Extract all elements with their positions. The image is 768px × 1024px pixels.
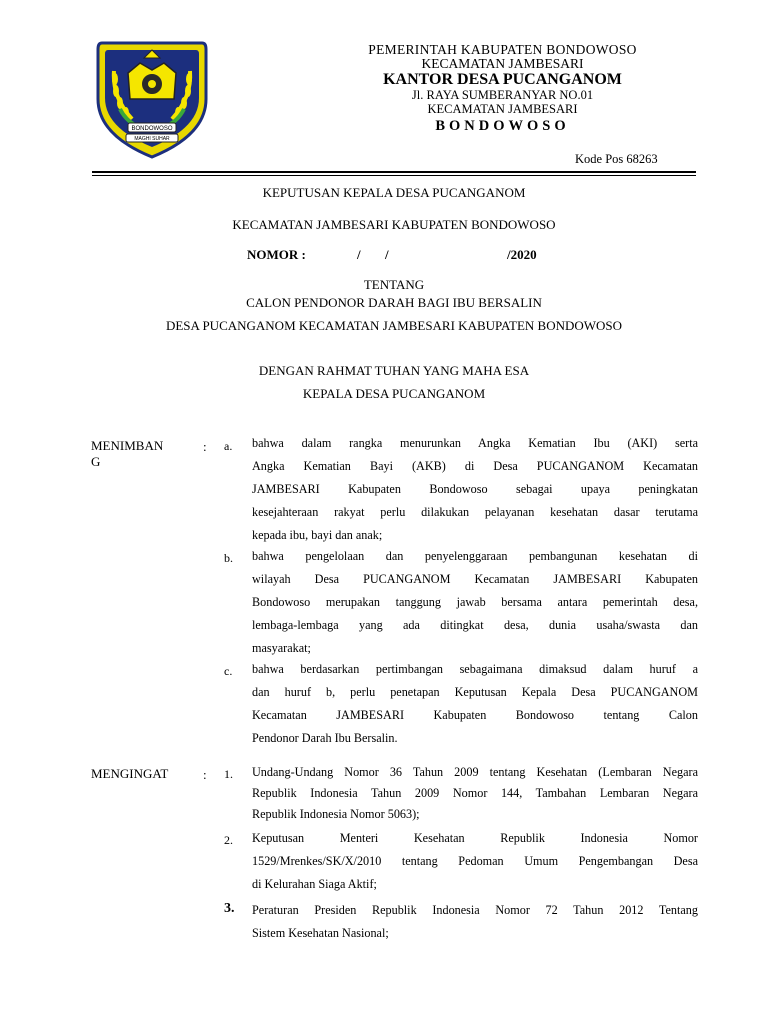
menimbang-a-line-3: JAMBESARI Kabupaten Bondowoso sebagai upaya peningkatan [252,482,698,496]
rahmat-heading: DENGAN RAHMAT TUHAN YANG MAHA ESA [258,363,530,378]
mengingat-marker-1: 1. [224,767,233,781]
mengingat-label: MENGINGAT [91,766,169,781]
mengingat-marker-2: 2. [224,833,233,847]
menimbang-b-line-3: Bondowoso merupakan tanggung jawab bersama antara pemerintah desa, [252,595,698,609]
menimbang-a-line-4: kesejahteraan rakyat perlu dilakukan pelayanan kesehatan dasar terutama [252,505,698,519]
logo-banner-top-text: BONDOWOSO [131,126,173,132]
logo-banner-bottom-text: MAGHI SUHAR [134,136,170,142]
menimbang-item-c [252,658,698,750]
bondowoso-coat-of-arms-logo [88,37,216,161]
menimbang-colon: : [203,439,207,454]
postal-code: Kode Pos 68263 [575,152,658,166]
menimbang-b-line-5: masyarakat; [252,641,311,655]
menimbang-b-line-1: bahwa pengelolaan dan penyelenggaraan pembangunan kesehatan di [252,549,698,563]
nomor-label: NOMOR : [247,247,306,262]
menimbang-marker-b: b. [224,551,233,565]
letterhead-regency: BONDOWOSO [435,118,570,134]
menimbang-item-b [252,545,698,660]
decree-subject: CALON PENDONOR DARAH BAGI IBU BERSALIN [246,295,542,310]
menimbang-item-a [252,432,698,547]
mengingat-2-line-2: 1529/Mrenkes/SK/X/2010 tentang Pedoman Umum Pengembangan Desa [252,854,698,868]
mengingat-item-2 [252,827,698,896]
menimbang-b-line-2: wilayah Desa PUCANGANOM Kecamatan JAMBESARI Kabupaten [252,572,698,586]
mengingat-1-line-2: Republik Indonesia Tahun 2009 Nomor 144, Tambahan Lembaran Negara [252,786,698,800]
mengingat-item-3 [252,899,698,945]
mengingat-1-line-1: Undang-Undang Nomor 36 Tahun 2009 tentang Kesehatan (Lembaran Negara [252,765,698,779]
mengingat-2-line-1: Keputusan Menteri Kesehatan Republik Indonesia Nomor [252,831,698,845]
letterhead-address: Jl. RAYA SUMBERANYAR NO.01 [411,88,594,102]
menimbang-a-line-1: bahwa dalam rangka menurunkan Angka Kematian Ibu (AKI) serta [252,436,698,450]
letterhead-office-name: KANTOR DESA PUCANGANOM [383,71,622,88]
menimbang-c-line-2: dan huruf b, perlu penetapan Keputusan Kepala Desa PUCANGANOM [252,685,698,699]
menimbang-marker-a: a. [224,439,233,453]
decree-title: KEPUTUSAN KEPALA DESA PUCANGANOM [262,185,526,200]
menimbang-a-line-2: Angka Kematian Bayi (AKB) di Desa PUCANGANOM Kecamatan [252,459,698,473]
menimbang-b-line-4: lembaga-lembaga yang ada ditingkat desa, dunia usaha/swasta dan [252,618,698,632]
menimbang-c-line-3: Kecamatan JAMBESARI Kabupaten Bondowoso tentang Calon [252,708,698,722]
nomor-slash-1: / [357,247,361,262]
menimbang-marker-c: c. [224,664,233,678]
nomor-year: /2020 [507,247,537,262]
decree-title-region: KECAMATAN JAMBESARI KABUPATEN BONDOWOSO [232,217,556,232]
letterhead-divider-thick [92,171,696,173]
mengingat-3-line-2: Sistem Kesehatan Nasional; [252,926,389,940]
menimbang-label [91,438,163,471]
decree-subject-region: DESA PUCANGANOM KECAMATAN JAMBESARI KABUPATEN BONDOWOSO [165,318,623,333]
mengingat-2-line-3: di Kelurahan Siaga Aktif; [252,877,377,891]
letterhead-line-2: KECAMATAN JAMBESARI [421,56,584,71]
menimbang-label-line-1: MENIMBAN [91,438,164,453]
tentang-heading: TENTANG [363,277,425,292]
mengingat-1-line-3: Republik Indonesia Nomor 5063); [252,807,420,821]
mengingat-item-1 [252,762,698,825]
menimbang-label-line-2: G [91,454,101,470]
letterhead-district: KECAMATAN JAMBESARI [427,102,578,116]
letterhead-line-1: PEMERINTAH KABUPATEN BONDOWOSO [368,42,637,57]
kepala-heading: KEPALA DESA PUCANGANOM [302,386,486,401]
mengingat-marker-3: 3. [224,901,235,916]
menimbang-c-line-4: Pendonor Darah Ibu Bersalin. [252,731,398,745]
mengingat-colon: : [203,767,207,782]
letterhead-divider-thin [92,175,696,176]
nomor-slash-2: / [385,247,389,262]
menimbang-a-line-5: kepada ibu, bayi dan anak; [252,528,383,542]
menimbang-c-line-1: bahwa berdasarkan pertimbangan sebagaimana dimaksud dalam huruf a [252,662,698,676]
mengingat-3-line-1: Peraturan Presiden Republik Indonesia Nomor 72 Tahun 2012 Tentang [252,903,698,917]
